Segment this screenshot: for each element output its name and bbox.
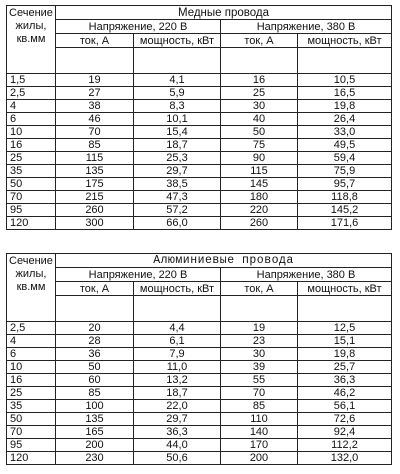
table-row xyxy=(7,439,392,452)
section-cell: 25 xyxy=(7,152,56,165)
power-220-header: мощность, кВт xyxy=(134,282,221,296)
current-380-cell: 50 xyxy=(221,126,298,139)
power-380-cell: 56,1 xyxy=(298,400,392,413)
current-220-cell: 19 xyxy=(56,74,134,87)
power-220-cell: 38,5 xyxy=(134,178,221,191)
section-cell: 50 xyxy=(7,413,56,426)
power-220-cell: 11,0 xyxy=(134,361,221,374)
aluminum-wire-table xyxy=(6,253,392,465)
power-380-cell: 49,5 xyxy=(298,139,392,152)
blank-cell xyxy=(221,48,298,74)
power-380-cell: 26,4 xyxy=(298,113,392,126)
current-380-cell: 23 xyxy=(221,335,298,348)
voltage-220-header: Напряжение, 220 В xyxy=(56,20,221,34)
table-row xyxy=(7,322,392,335)
current-380-header: ток, А xyxy=(221,34,298,48)
table-row xyxy=(7,374,392,387)
power-220-cell: 10,1 xyxy=(134,113,221,126)
copper-wire-table xyxy=(6,5,392,230)
section-cell: 16 xyxy=(7,374,56,387)
power-380-cell: 132,0 xyxy=(298,452,392,465)
current-220-cell: 260 xyxy=(56,204,134,217)
power-220-cell: 4,1 xyxy=(134,74,221,87)
blank-cell xyxy=(298,296,392,322)
current-380-cell: 220 xyxy=(221,204,298,217)
table-row xyxy=(7,361,392,374)
power-220-cell: 22,0 xyxy=(134,400,221,413)
current-220-cell: 115 xyxy=(56,152,134,165)
table-row xyxy=(7,100,392,113)
current-220-cell: 60 xyxy=(56,374,134,387)
current-380-cell: 39 xyxy=(221,361,298,374)
current-220-cell: 300 xyxy=(56,217,134,230)
section-cell: 2,5 xyxy=(7,322,56,335)
current-220-cell: 70 xyxy=(56,126,134,139)
current-220-cell: 215 xyxy=(56,191,134,204)
power-380-cell: 118,8 xyxy=(298,191,392,204)
power-220-cell: 13,2 xyxy=(134,374,221,387)
blank-cell xyxy=(221,296,298,322)
table-row xyxy=(7,217,392,230)
current-380-cell: 55 xyxy=(221,374,298,387)
current-380-cell: 200 xyxy=(221,452,298,465)
current-220-cell: 85 xyxy=(56,139,134,152)
power-220-cell: 5,9 xyxy=(134,87,221,100)
power-220-cell: 7,9 xyxy=(134,348,221,361)
power-380-cell: 112,2 xyxy=(298,439,392,452)
power-220-cell: 25,3 xyxy=(134,152,221,165)
blank-cell xyxy=(134,48,221,74)
current-220-cell: 38 xyxy=(56,100,134,113)
power-220-cell: 66,0 xyxy=(134,217,221,230)
table-row xyxy=(7,139,392,152)
current-220-cell: 20 xyxy=(56,322,134,335)
power-380-cell: 16,5 xyxy=(298,87,392,100)
section-cell: 120 xyxy=(7,452,56,465)
section-cell: 10 xyxy=(7,361,56,374)
section-cell: 95 xyxy=(7,204,56,217)
current-220-header: ток, А xyxy=(56,34,134,48)
current-380-cell: 30 xyxy=(221,348,298,361)
current-380-cell: 30 xyxy=(221,100,298,113)
current-220-cell: 36 xyxy=(56,348,134,361)
section-cell: 2,5 xyxy=(7,87,56,100)
power-220-cell: 8,3 xyxy=(134,100,221,113)
power-220-cell: 4,4 xyxy=(134,322,221,335)
table-row xyxy=(7,152,392,165)
voltage-380-header: Напряжение, 380 В xyxy=(221,20,392,34)
power-380-cell: 36,3 xyxy=(298,374,392,387)
current-380-cell: 75 xyxy=(221,139,298,152)
current-380-cell: 40 xyxy=(221,113,298,126)
section-cell: 4 xyxy=(7,335,56,348)
table-row xyxy=(7,452,392,465)
table-title: Медные провода xyxy=(56,6,392,20)
power-380-cell: 33,0 xyxy=(298,126,392,139)
section-cell: 70 xyxy=(7,426,56,439)
power-380-cell: 145,2 xyxy=(298,204,392,217)
power-220-cell: 15,4 xyxy=(134,126,221,139)
current-380-cell: 90 xyxy=(221,152,298,165)
voltage-380-header: Напряжение, 380 В xyxy=(221,268,392,282)
power-380-cell: 15,1 xyxy=(298,335,392,348)
table-row xyxy=(7,165,392,178)
section-cell: 120 xyxy=(7,217,56,230)
current-380-cell: 145 xyxy=(221,178,298,191)
power-220-cell: 44,0 xyxy=(134,439,221,452)
power-380-cell: 19,8 xyxy=(298,100,392,113)
current-220-cell: 100 xyxy=(56,400,134,413)
current-220-cell: 135 xyxy=(56,413,134,426)
table-row xyxy=(7,413,392,426)
power-380-cell: 12,5 xyxy=(298,322,392,335)
current-380-cell: 110 xyxy=(221,413,298,426)
current-380-cell: 170 xyxy=(221,439,298,452)
section-cell: 95 xyxy=(7,439,56,452)
section-cell: 6 xyxy=(7,348,56,361)
section-cell: 6 xyxy=(7,113,56,126)
table-row xyxy=(7,335,392,348)
section-cell: 35 xyxy=(7,400,56,413)
section-header: Сечение жилы, кв.мм xyxy=(7,254,56,322)
table-row xyxy=(7,204,392,217)
power-380-cell: 25,7 xyxy=(298,361,392,374)
section-cell: 70 xyxy=(7,191,56,204)
current-220-cell: 28 xyxy=(56,335,134,348)
power-380-cell: 75,9 xyxy=(298,165,392,178)
power-220-cell: 29,7 xyxy=(134,165,221,178)
current-380-cell: 180 xyxy=(221,191,298,204)
blank-cell xyxy=(56,296,134,322)
table-row xyxy=(7,191,392,204)
power-380-cell: 171,6 xyxy=(298,217,392,230)
table-row xyxy=(7,426,392,439)
power-380-cell: 92,4 xyxy=(298,426,392,439)
blank-cell xyxy=(298,48,392,74)
section-cell: 1,5 xyxy=(7,74,56,87)
current-220-cell: 85 xyxy=(56,387,134,400)
power-380-header: мощность, кВт xyxy=(298,34,392,48)
current-220-cell: 27 xyxy=(56,87,134,100)
section-cell: 50 xyxy=(7,178,56,191)
power-380-cell: 72,6 xyxy=(298,413,392,426)
power-380-cell: 46,2 xyxy=(298,387,392,400)
table-row xyxy=(7,113,392,126)
blank-cell xyxy=(134,296,221,322)
current-380-cell: 260 xyxy=(221,217,298,230)
table-row xyxy=(7,126,392,139)
current-220-cell: 175 xyxy=(56,178,134,191)
power-220-cell: 6,1 xyxy=(134,335,221,348)
section-cell: 16 xyxy=(7,139,56,152)
power-380-cell: 59,4 xyxy=(298,152,392,165)
table-row xyxy=(7,387,392,400)
table-title: Алюминиевые провода xyxy=(56,254,392,268)
current-220-cell: 200 xyxy=(56,439,134,452)
table-row xyxy=(7,178,392,191)
current-380-cell: 19 xyxy=(221,322,298,335)
current-220-cell: 230 xyxy=(56,452,134,465)
current-220-cell: 165 xyxy=(56,426,134,439)
table-row xyxy=(7,87,392,100)
power-220-cell: 57,2 xyxy=(134,204,221,217)
table-row xyxy=(7,400,392,413)
power-380-cell: 95,7 xyxy=(298,178,392,191)
blank-cell xyxy=(56,48,134,74)
section-cell: 4 xyxy=(7,100,56,113)
table-row xyxy=(7,74,392,87)
power-380-cell: 10,5 xyxy=(298,74,392,87)
section-cell: 25 xyxy=(7,387,56,400)
power-380-header: мощность, кВт xyxy=(298,282,392,296)
power-220-cell: 50,6 xyxy=(134,452,221,465)
current-380-header: ток, А xyxy=(221,282,298,296)
power-220-cell: 18,7 xyxy=(134,139,221,152)
section-cell: 10 xyxy=(7,126,56,139)
aluminum-rows xyxy=(7,322,392,465)
current-380-cell: 115 xyxy=(221,165,298,178)
section-header: Сечение жилы, кв.мм xyxy=(7,6,56,74)
table-row xyxy=(7,348,392,361)
current-380-cell: 70 xyxy=(221,387,298,400)
current-220-cell: 135 xyxy=(56,165,134,178)
voltage-220-header: Напряжение, 220 В xyxy=(56,268,221,282)
current-220-cell: 50 xyxy=(56,361,134,374)
current-220-header: ток, А xyxy=(56,282,134,296)
power-220-cell: 47,3 xyxy=(134,191,221,204)
current-380-cell: 140 xyxy=(221,426,298,439)
power-220-cell: 36,3 xyxy=(134,426,221,439)
power-220-header: мощность, кВт xyxy=(134,34,221,48)
copper-rows xyxy=(7,74,392,230)
current-220-cell: 46 xyxy=(56,113,134,126)
power-220-cell: 18,7 xyxy=(134,387,221,400)
section-cell: 35 xyxy=(7,165,56,178)
current-380-cell: 85 xyxy=(221,400,298,413)
current-380-cell: 25 xyxy=(221,87,298,100)
current-380-cell: 16 xyxy=(221,74,298,87)
power-220-cell: 29,7 xyxy=(134,413,221,426)
power-380-cell: 19,8 xyxy=(298,348,392,361)
